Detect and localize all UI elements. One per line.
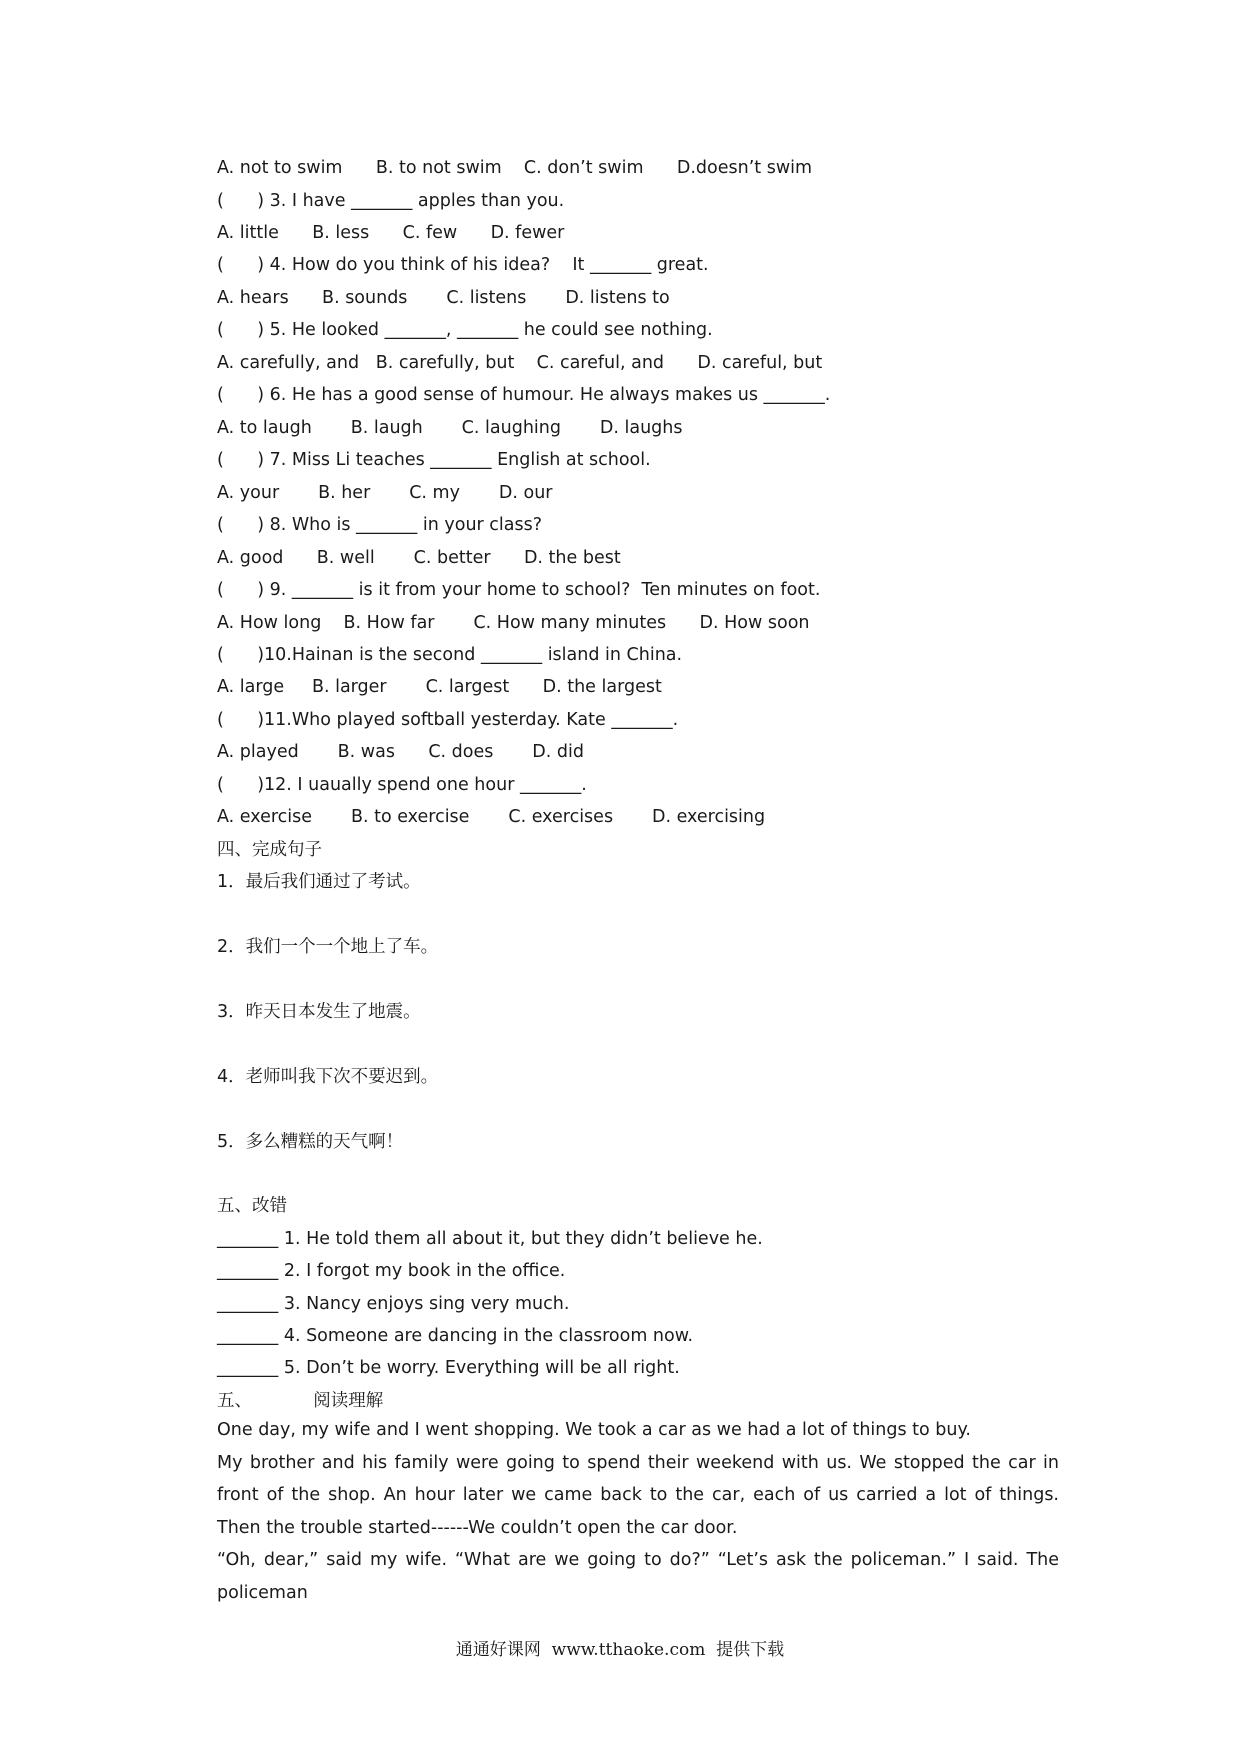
text-line: ( )12. I uaually spend one hour _______. bbox=[217, 775, 587, 795]
passage-paragraph-3: “Oh, dear,” said my wife. “What are we going to do?” “Let’s ask the policeman.” I said. The policeman bbox=[217, 1550, 1059, 1603]
text-line: A. hears B. sounds C. listens D. listens to bbox=[217, 288, 670, 308]
text-line: _______ 4. Someone are dancing in the classroom now. bbox=[217, 1326, 694, 1346]
passage-paragraph-1: One day, my wife and I went shopping. We took a car as we had a lot of things to buy. bbox=[217, 1420, 971, 1440]
text-line: 1．最后我们通过了考试。 bbox=[217, 872, 421, 892]
text-line: ( ) 3. I have _______ apples than you. bbox=[217, 191, 565, 211]
text-line: ( )10.Hainan is the second _______ island in China. bbox=[217, 645, 683, 665]
text-line: A. good B. well C. better D. the best bbox=[217, 548, 621, 568]
text-line: ( ) 6. He has a good sense of humour. He always makes us _______. bbox=[217, 385, 831, 405]
text-line: ( ) 9. _______ is it from your home to school? Ten minutes on foot. bbox=[217, 580, 821, 600]
text-line: ( )11.Who played softball yesterday. Kate _______. bbox=[217, 710, 679, 730]
text-line: 3．昨天日本发生了地震。 bbox=[217, 1002, 421, 1022]
text-line: A. not to swim B. to not swim C. don’t swim D.doesn’t swim bbox=[217, 158, 813, 178]
text-line: A. large B. larger C. largest D. the largest bbox=[217, 677, 662, 697]
text-line: 5．多么糟糕的天气啊！ bbox=[217, 1132, 404, 1152]
text-line: ( ) 7. Miss Li teaches _______ English at school. bbox=[217, 450, 651, 470]
text-line: 4．老师叫我下次不要迟到。 bbox=[217, 1067, 439, 1087]
page-footer: 通通好课网 www.tthaoke.com 提供下载 bbox=[455, 1640, 785, 1660]
text-line: A. carefully, and B. carefully, but C. careful, and D. careful, but bbox=[217, 353, 823, 373]
text-line: _______ 5. Don’t be worry. Everything will be all right. bbox=[217, 1358, 680, 1378]
text-line: A. How long B. How far C. How many minutes D. How soon bbox=[217, 613, 810, 633]
text-line: A. exercise B. to exercise C. exercises D. exercising bbox=[217, 807, 766, 827]
text-line: _______ 3. Nancy enjoys sing very much. bbox=[217, 1294, 570, 1314]
text-line: 2．我们一个一个地上了车。 bbox=[217, 937, 439, 957]
text-line: A. played B. was C. does D. did bbox=[217, 742, 584, 762]
reading-passage bbox=[217, 1414, 1059, 1610]
text-line: _______ 1. He told them all about it, but they didn’t believe he. bbox=[217, 1229, 763, 1249]
text-line: ( ) 8. Who is _______ in your class? bbox=[217, 515, 543, 535]
passage-paragraph-2: My brother and his family were going to spend their weekend with us. We stopped the car in front of the shop. An hour later we came back to the car, each of us carried a lot of things. Then the trouble started------We couldn’t open the car door. bbox=[217, 1452, 1059, 1538]
text-line: 五、改错 bbox=[217, 1196, 287, 1216]
text-line: ( ) 5. He looked _______, _______ he could see nothing. bbox=[217, 320, 713, 340]
text-line: A. to laugh B. laugh C. laughing D. laughs bbox=[217, 418, 683, 438]
text-line: _______ 2. I forgot my book in the office. bbox=[217, 1261, 566, 1281]
text-line: A. little B. less C. few D. fewer bbox=[217, 223, 565, 243]
text-line: ( ) 4. How do you think of his idea? It _______ great. bbox=[217, 255, 709, 275]
text-line: A. your B. her C. my D. our bbox=[217, 483, 553, 503]
text-line: 五、 阅读理解 bbox=[217, 1391, 384, 1411]
text-line: 四、完成句子 bbox=[217, 840, 322, 860]
